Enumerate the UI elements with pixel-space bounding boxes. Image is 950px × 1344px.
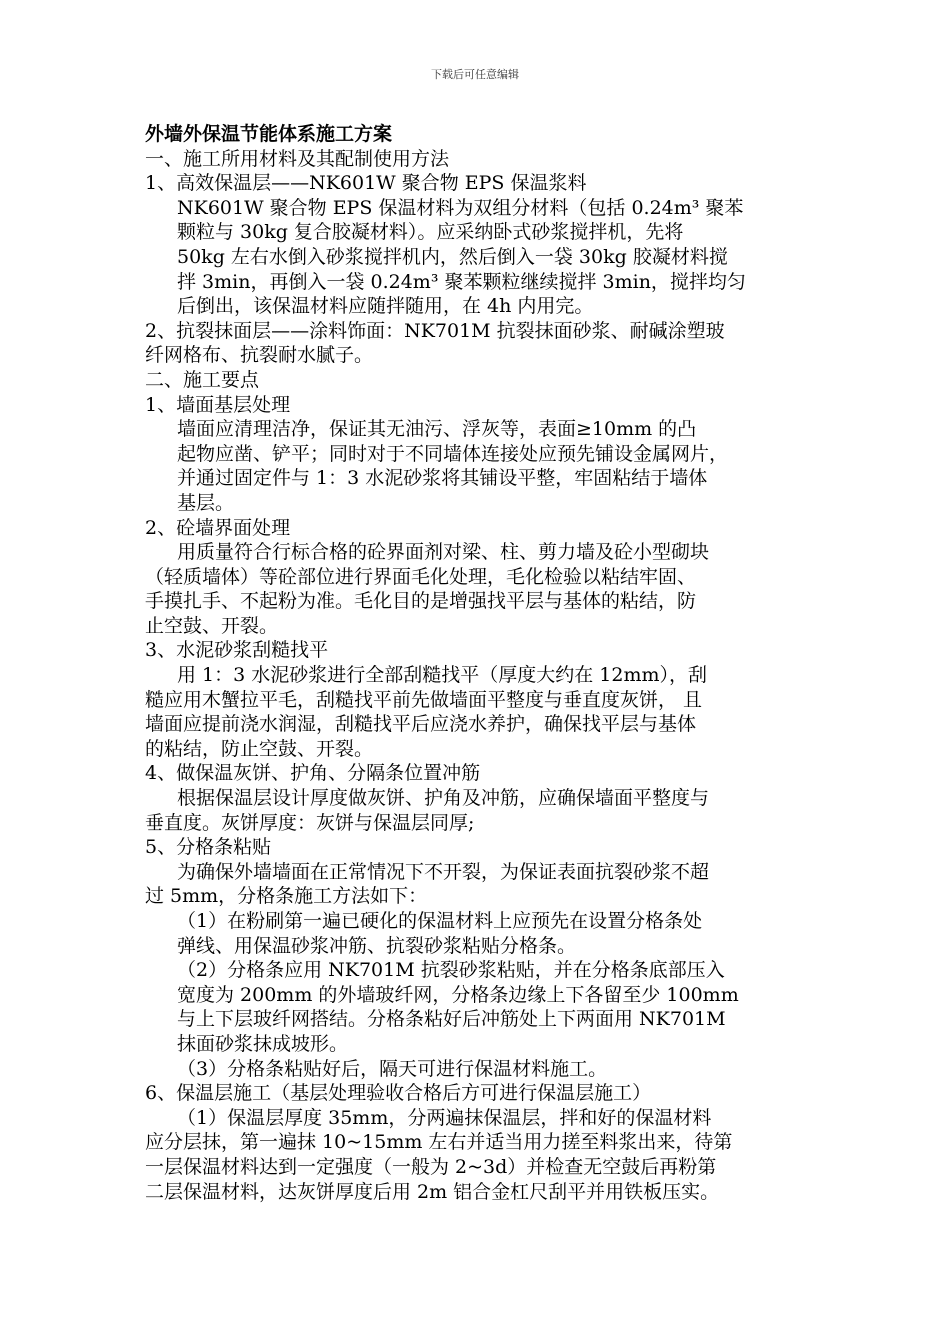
text-line: 的粘结，防止空鼓、开裂。	[145, 737, 374, 760]
text-line: 1、墙面基层处理	[145, 393, 291, 416]
text-line: 手摸扎手、不起粉为准。毛化目的是增强找平层与基体的粘结，防	[145, 590, 697, 613]
text-line: 应分层抹，第一遍抹 10~15mm 左右并适当用力搓至料浆出来，待第	[145, 1131, 733, 1154]
text-line: 5、分格条粘贴	[145, 836, 272, 859]
text-line: 弹线、用保温砂浆冲筋、抗裂砂浆粘贴分格条。	[177, 934, 577, 957]
text-line: 3、水泥砂浆刮糙找平	[145, 639, 329, 662]
text-line: 4、做保温灰饼、护角、分隔条位置冲筋	[145, 762, 481, 785]
text-line: 止空鼓、开裂。	[145, 614, 279, 637]
text-line: NK601W 聚合物 EPS 保温材料为双组分材料（包括 0.24m³ 聚苯	[177, 196, 744, 219]
text-line: 垂直度。灰饼厚度：灰饼与保温层同厚;	[145, 811, 475, 834]
document-body	[145, 122, 815, 1204]
text-line: 二、施工要点	[145, 368, 260, 391]
text-line: 拌 3min，再倒入一袋 0.24m³ 聚苯颗粒继续搅拌 3min，搅拌均匀	[177, 270, 746, 293]
text-line: 用 1：3 水泥砂浆进行全部刮糙找平（厚度大约在 12mm），刮	[177, 664, 708, 687]
text-line: 纤网格布、抗裂耐水腻子。	[145, 344, 374, 367]
text-line: （2）分格条应用 NK701M 抗裂砂浆粘贴，并在分格条底部压入	[177, 959, 725, 982]
text-line: 后倒出，该保温材料应随拌随用，在 4h 内用完。	[177, 295, 594, 318]
text-line: 根据保温层设计厚度做灰饼、护角及冲筋，应确保墙面平整度与	[177, 787, 710, 810]
text-line: （1）保温层厚度 35mm，分两遍抹保温层，拌和好的保温材料	[177, 1106, 712, 1129]
text-line: 糙应用木蟹拉平毛，刮糙找平前先做墙面平整度与垂直度灰饼， 且	[145, 688, 703, 711]
text-line: （1）在粉刷第一遍已硬化的保温材料上应预先在设置分格条处	[177, 910, 703, 932]
text-line: 为确保外墙墙面在正常情况下不开裂，为保证表面抗裂砂浆不超	[177, 860, 710, 883]
text-line: 6、保温层施工（基层处理验收合格后方可进行保温层施工）	[145, 1082, 652, 1105]
text-line: 宽度为 200mm 的外墙玻纤网，分格条边缘上下各留至少 100mm	[177, 983, 739, 1006]
text-line: （轻质墙体）等砼部位进行界面毛化处理，毛化检验以粘结牢固、	[145, 565, 697, 588]
text-line: 用质量符合行标合格的砼界面剂对梁、柱、剪力墙及砼小型砌块	[177, 541, 710, 564]
text-line: 二层保温材料，达灰饼厚度后用 2m 铝合金杠尺刮平并用铁板压实。	[145, 1180, 720, 1203]
text-line: 一层保温材料达到一定强度（一般为 2~3d）并检查无空鼓后再粉第	[145, 1155, 717, 1178]
text-line: 墙面应提前浇水润湿，刮糙找平后应浇水养护，确保找平层与基体	[145, 713, 697, 736]
text-line: 基层。	[177, 491, 235, 514]
text-line: 墙面应清理洁净，保证其无油污、浮灰等，表面≥10mm 的凸	[177, 418, 697, 441]
text-line: 2、抗裂抹面层——涂料饰面：NK701M 抗裂抹面砂浆、耐碱涂塑玻	[145, 319, 725, 342]
text-line: 一、施工所用材料及其配制使用方法	[145, 147, 450, 170]
text-line: 颗粒与 30kg 复合胶凝材料）。应采纳卧式砂浆搅拌机，先将	[177, 221, 684, 244]
document-lines	[145, 147, 815, 1205]
text-line: 2、砼墙界面处理	[145, 516, 291, 539]
text-line: 起物应凿、铲平；同时对于不同墙体连接处应预先铺设金属网片，	[177, 442, 729, 465]
text-line: 与上下层玻纤网搭结。分格条粘好后冲筋处上下两面用 NK701M	[177, 1008, 726, 1031]
text-line: （3）分格条粘贴好后，隔天可进行保温材料施工。	[177, 1057, 608, 1080]
text-line: 50kg 左右水倒入砂浆搅拌机内，然后倒入一袋 30kg 胶凝材料搅	[177, 245, 728, 268]
text-line: 过 5mm，分格条施工方法如下：	[145, 885, 428, 908]
text-line: 抹面砂浆抹成坡形。	[177, 1032, 349, 1055]
document-title: 外墙外保温节能体系施工方案	[145, 123, 393, 145]
text-line: 并通过固定件与 1：3 水泥砂浆将其铺设平整，牢固粘结于墙体	[177, 467, 708, 490]
page-header: 下载后可任意编辑	[431, 68, 519, 81]
text-line: 1、高效保温层——NK601W 聚合物 EPS 保温浆料	[145, 172, 587, 195]
